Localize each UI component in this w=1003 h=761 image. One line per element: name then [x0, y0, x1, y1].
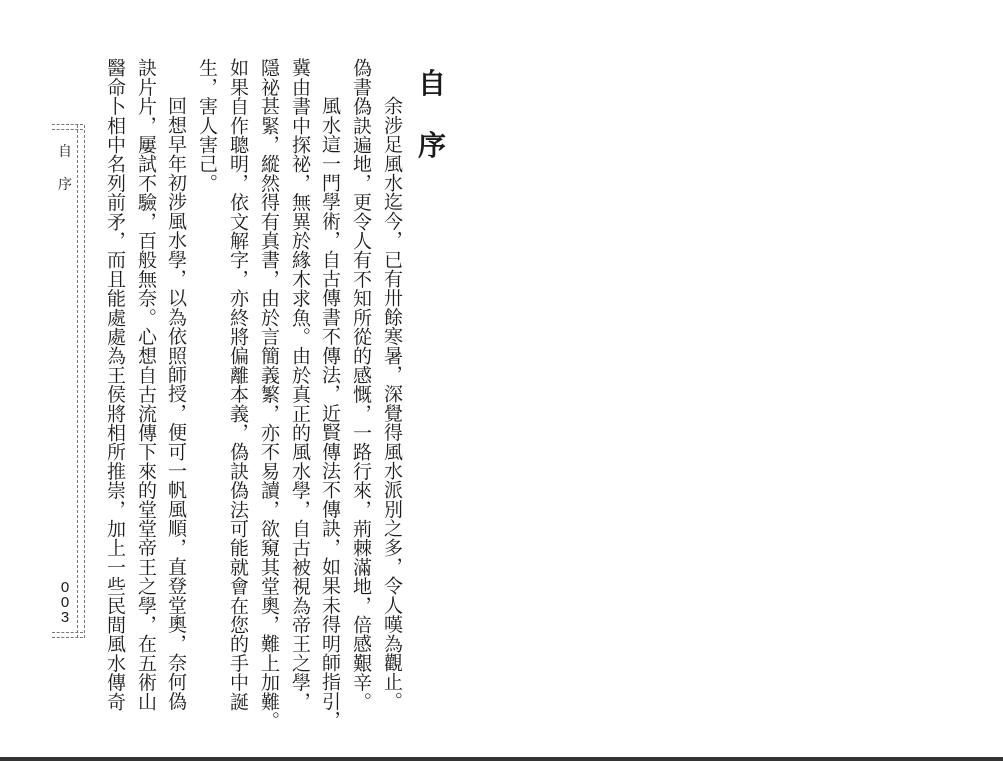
- border-top-cap: [52, 124, 83, 130]
- page-title-char-1: 自: [417, 67, 446, 100]
- border-bar: [77, 125, 85, 638]
- text-column: 回想早年初涉風水學，以為依照師授，便可一帆風順，直登堂奧，奈何偽: [165, 96, 187, 711]
- text-column: 醫命卜相中名列前矛，而且能處處為王侯將相所推崇，加上一些民間風水傳奇: [104, 58, 126, 711]
- text-column: 訣片片，屢試不驗，百般無奈。心想自古流傳下來的堂堂帝王之學，在五術山: [135, 58, 157, 711]
- running-header-char-1: 自: [58, 144, 72, 160]
- page-number: 003: [60, 579, 70, 626]
- text-column: 偽書偽訣遍地，更令人有不知所從的感慨，一路行來，荊棘滿地，倍感艱辛。: [350, 58, 372, 711]
- bottom-edge-bar: [0, 757, 1003, 761]
- border-bottom-cap: [52, 632, 83, 638]
- text-column: 冀由書中探祕，無異於緣木求魚。由於真正的風水學，自古被視為帝王之學，: [289, 58, 311, 711]
- text-column: 余涉足風水迄今，已有卅餘寒暑，深覺得風水派別之多，令人嘆為觀止。: [381, 96, 403, 711]
- running-header-char-2: 序: [58, 177, 72, 193]
- page-title-char-2: 序: [417, 129, 446, 162]
- text-column: 風水這一門學術，自古傳書不傳法，近賢傳法不傳訣，如果未得明師指引，: [319, 96, 341, 730]
- text-column: 如果自作聰明，依文解字，亦終將偏離本義，偽訣偽法可能就會在您的手中誕: [227, 58, 249, 711]
- text-column: 生，害人害己。: [196, 58, 218, 193]
- text-column: 隱祕甚緊，縱然得有真書，由於言簡義繁，亦不易讀，欲窺其堂奧，難上加難。: [258, 58, 280, 730]
